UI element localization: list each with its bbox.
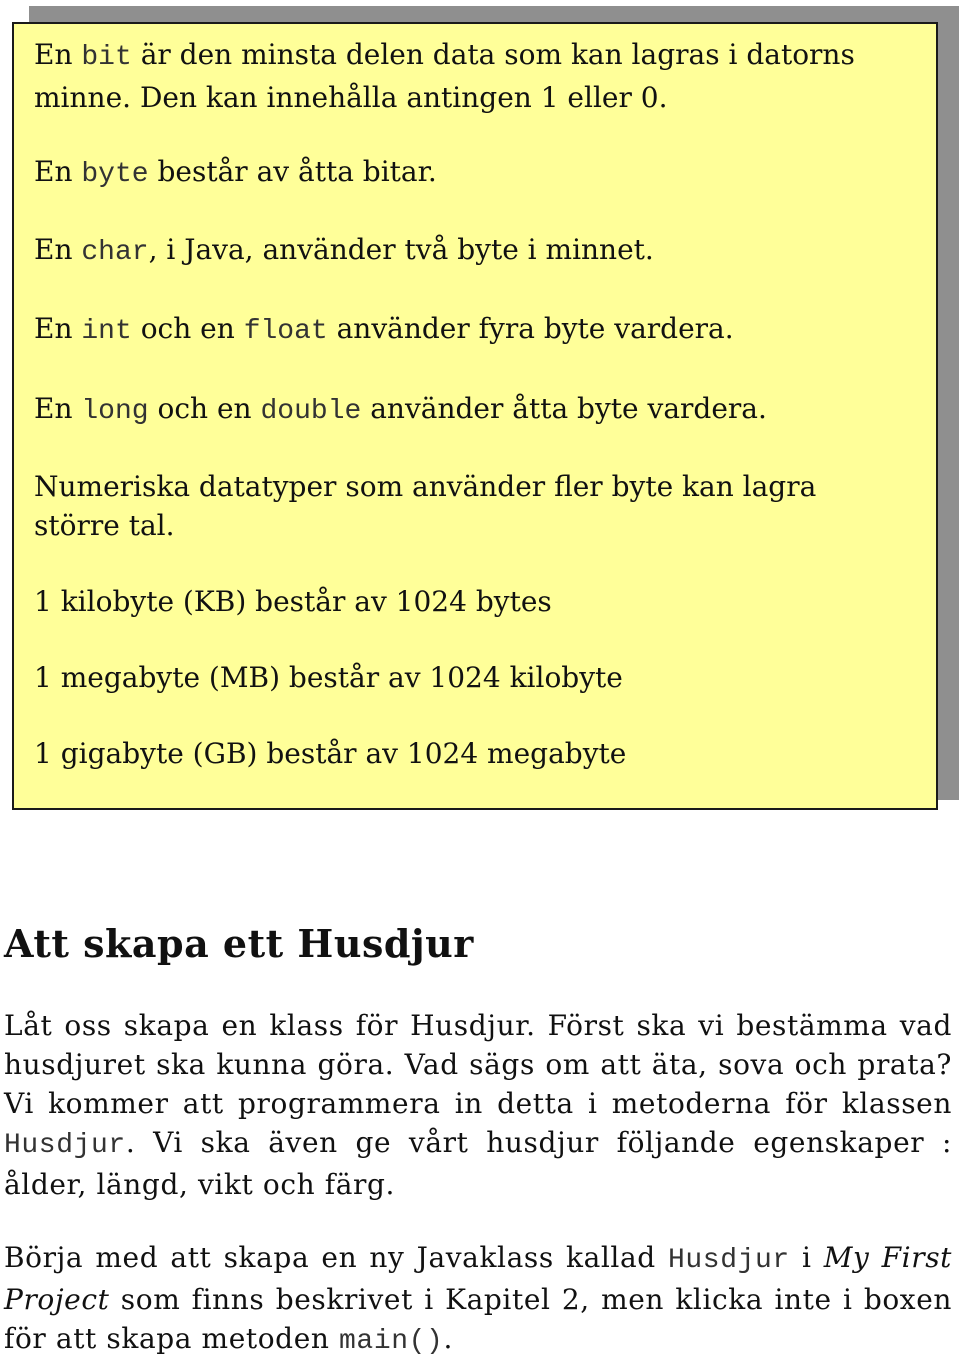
code-float: float <box>243 316 328 347</box>
numeric-types-line2: större tal. <box>34 509 175 542</box>
info-box <box>12 22 938 810</box>
project-name: My First Project <box>4 1241 953 1316</box>
section-paragraph-1: Låt oss skapa en klass för Husdjur. Först ska vi bestämma vad husdjuret ska kunna göra. Vad sägs om att äta, sova och prata? Vi kommer att programmera in detta i metoderna för klassen Husdjur. Vi ska även ge vårt husdjur följande egenskaper : ålder, längd, vikt och färg. <box>4 1009 952 1201</box>
byte-definition: En byte består av åtta bitar. <box>34 155 437 190</box>
code-byte: byte <box>81 159 149 190</box>
megabyte-definition: 1 megabyte (MB) består av 1024 kilobyte <box>34 661 623 694</box>
int-float-definition: En int och en float använder fyra byte vardera. <box>34 312 734 347</box>
gigabyte-definition: 1 gigabyte (GB) består av 1024 megabyte <box>34 737 627 770</box>
code-husdjur: Husdjur <box>4 1130 126 1161</box>
char-definition: En char, i Java, använder två byte i minnet. <box>34 233 654 268</box>
code-main: main() <box>339 1326 444 1357</box>
numeric-types-line1: Numeriska datatyper som använder fler byte kan lagra <box>34 470 817 503</box>
code-husdjur: Husdjur <box>667 1245 790 1276</box>
code-bit: bit <box>81 42 132 73</box>
long-double-definition: En long och en double använder åtta byte vardera. <box>34 392 767 427</box>
code-char: char <box>81 237 149 268</box>
kilobyte-definition: 1 kilobyte (KB) består av 1024 bytes <box>34 585 552 618</box>
code-int: int <box>81 316 132 347</box>
code-double: double <box>260 396 362 427</box>
code-long: long <box>81 396 149 427</box>
bit-definition: En bit är den minsta delen data som kan lagras i datorns minne. Den kan innehålla antingen 1 eller 0. <box>34 38 855 114</box>
section-paragraph-2: Börja med att skapa en ny Javaklass kallad Husdjur i My First Project som finns beskrivet i Kapitel 2, men klicka inte i boxen för att skapa metoden main(). <box>4 1241 953 1357</box>
section-heading: Att skapa ett Husdjur <box>4 921 474 966</box>
